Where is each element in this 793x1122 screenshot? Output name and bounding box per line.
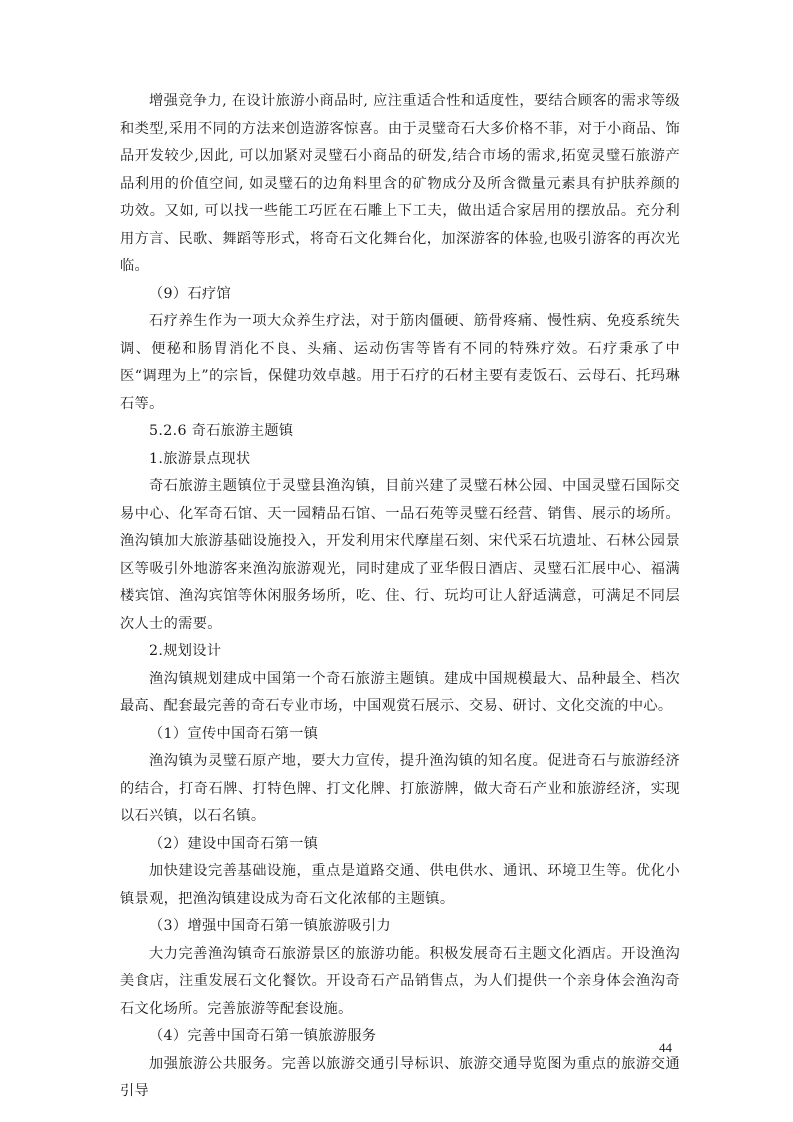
page-number: 44 [659,1040,672,1055]
subheading-enhance-attraction: （3）增强中国奇石第一镇旅游吸引力 [149,918,391,934]
page-body [120,88,680,1106]
subheading-improve-services: （4）完善中国奇石第一镇旅游服务 [149,1028,377,1044]
paragraph-stone-therapy: 石疗养生作为一项大众养生疗法，对于筋肉僵硬、筋骨疼痛、慢性病、免疫系统失调、便秘和肠胃消化不良、头痛、运动伤害等皆有不同的特殊疗效。石疗秉承了中医“调理为上”的宗旨，保健功效卓越。用于石疗的石材主要有麦饭石、云母石、托玛琳石等。 [120,313,680,412]
subheading-build-town: （2）建设中国奇石第一镇 [149,835,319,852]
paragraph-souvenir-development: 增强竞争力, 在设计旅游小商品时, 应注重适合性和适度性，要结合顾客的需求等级和类型,采用不同的方法来创造游客惊喜。由于灵璧奇石大多价格不菲，对于小商品、饰品开发较少,因此, 可以加紧对灵璧石小商品的研发,结合市场的需求,拓宽灵璧石旅游产品利用的价值空间, 如灵璧石的边角料里含的矿物成分及所含微量元素具有护肤养颜的功效。又如, 可以找一些能工巧匠在石雕上下工夫，做出适合家居用的摆放品。充分利用方言、民歌、舞蹈等形式，将奇石文化舞台化，加深游客的体验,也吸引游客的再次光临。 [120,93,680,274]
subheading-planning-design: 2.规划设计 [149,643,222,659]
subheading-promote-town: （1）宣传中国奇石第一镇 [149,725,319,742]
subheading-current-status: 1.旅游景点现状 [149,450,251,467]
paragraph-planning-design: 渔沟镇规划建成中国第一个奇石旅游主题镇。建成中国规模最大、品种最全、档次最高、配套最完善的奇石专业市场，中国观赏石展示、交易、研讨、文化交流的中心。 [120,670,680,714]
paragraph-promote-town: 渔沟镇为灵璧石原产地，要大力宣传，提升渔沟镇的知名度。促进奇石与旅游经济的结合，打奇石牌、打特色牌、打文化牌、打旅游牌，做大奇石产业和旅游经济，实现以石兴镇，以石名镇。 [120,753,680,824]
section-heading-5-2-6: 5.2.6 奇石旅游主题镇 [149,423,294,439]
paragraph-improve-services: 加强旅游公共服务。完善以旅游交通引导标识、旅游交通导览图为重点的旅游交通引导 [120,1055,680,1099]
subheading-stone-therapy: （9）石疗馆 [149,285,232,302]
paragraph-current-status: 奇石旅游主题镇位于灵璧县渔沟镇，目前兴建了灵璧石林公园、中国灵璧石国际交易中心、化军奇石馆、天一园精品石馆、一品石苑等灵璧石经营、销售、展示的场所。渔沟镇加大旅游基础设施投入，开发利用宋代摩崖石刻、宋代采石坑遗址、石林公园景区等吸引外地游客来渔沟旅游观光，同时建成了亚华假日酒店、灵璧石汇展中心、福满楼宾馆、渔沟宾馆等休闲服务场所，吃、住、行、玩均可让人舒适满意，可满足不同层次人士的需要。 [120,478,680,632]
paragraph-build-town: 加快建设完善基础设施，重点是道路交通、供电供水、通讯、环境卫生等。优化小镇景观，把渔沟镇建设成为奇石文化浓郁的主题镇。 [120,863,680,907]
paragraph-enhance-attraction: 大力完善渔沟镇奇石旅游景区的旅游功能。积极发展奇石主题文化酒店。开设渔沟美食店，注重发展石文化餐饮。开设奇石产品销售点，为人们提供一个亲身体会渔沟奇石文化场所。完善旅游等配套设施。 [120,945,680,1017]
